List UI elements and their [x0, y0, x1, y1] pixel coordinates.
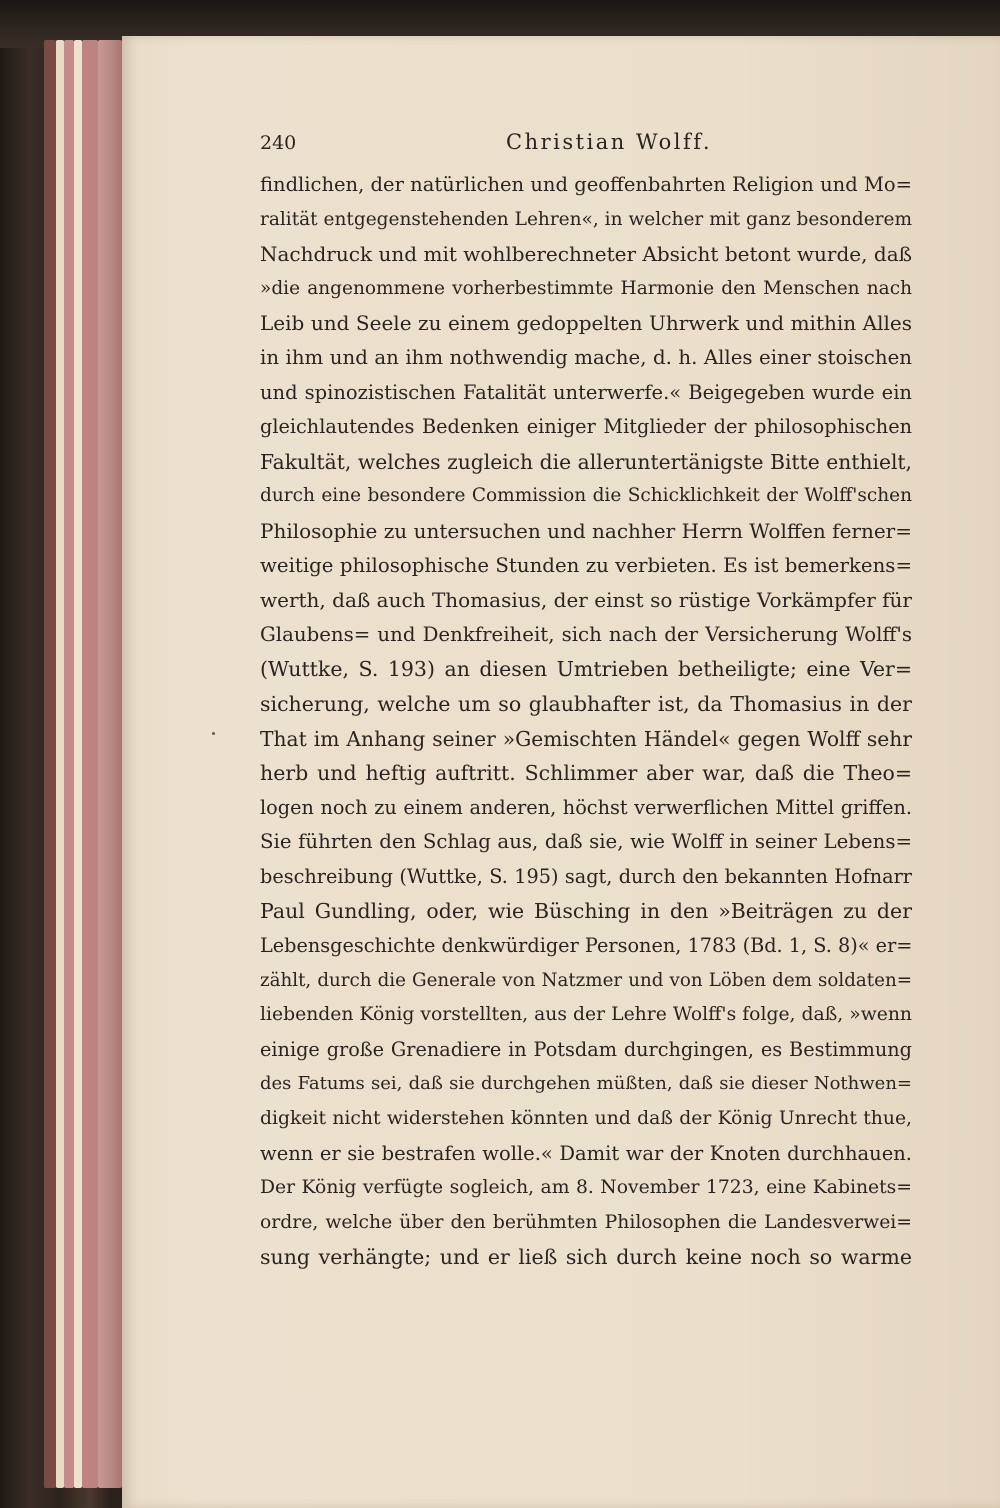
- text-line: Nachdruck und mit wohlberechneter Absicht betont wurde, daß: [260, 242, 912, 267]
- text-line: des Fatums sei, daß sie durchgehen müßten, daß sie dieser Nothwen=: [260, 1073, 912, 1095]
- text-line: weitige philosophische Stunden zu verbieten. Es ist bemerkens=: [260, 553, 912, 577]
- text-line: Sie führten den Schlag aus, daß sie, wie Wolff in seiner Lebens=: [260, 830, 912, 854]
- text-line: findlichen, der natürlichen und geoffenbahrten Religion und Mo=: [260, 173, 912, 196]
- running-head: [260, 130, 910, 160]
- text-line: Leib und Seele zu einem gedoppelten Uhrwerk und mithin Alles: [260, 311, 912, 336]
- page-number: 240: [260, 132, 297, 154]
- text-line: durch eine besondere Commission die Schicklichkeit der Wolff'schen: [260, 485, 912, 507]
- text-line: (Wuttke, S. 193) an diesen Umtrieben betheiligte; eine Ver=: [260, 657, 912, 682]
- page-edge: [64, 40, 74, 1488]
- text-line: That im Anhang seiner »Gemischten Händel« gegen Wolff sehr: [260, 726, 912, 751]
- text-line: Fakultät, welches zugleich die alleruntertänigste Bitte enthielt,: [260, 449, 912, 474]
- text-line: herb und heftig auftritt. Schlimmer aber war, daß die Theo=: [260, 761, 912, 786]
- page-edge: [98, 40, 122, 1488]
- text-line: ralität entgegenstehenden Lehren«, in welcher mit ganz besonderem: [260, 208, 912, 230]
- page-edge: [82, 40, 98, 1488]
- text-line: Der König verfügte sogleich, am 8. November 1723, eine Kabinets=: [260, 1177, 912, 1199]
- text-line: Philosophie zu untersuchen und nachher Herrn Wolffen ferner=: [260, 518, 912, 543]
- running-title: Christian Wolff.: [506, 130, 712, 154]
- text-line: sicherung, welche um so glaubhafter ist, da Thomasius in der: [260, 691, 912, 716]
- body-text: [260, 168, 912, 1275]
- page-edge: [44, 40, 56, 1488]
- text-line: logen noch zu einem anderen, höchst verwerflichen Mittel griffen.: [260, 795, 912, 819]
- text-line: gleichlautendes Bedenken einiger Mitglieder der philosophischen: [260, 415, 912, 439]
- text-line: und spinozistischen Fatalität unterwerfe.« Beigegeben wurde ein: [260, 380, 912, 404]
- text-line: ordre, welche über den berühmten Philosophen die Landesverwei=: [260, 1211, 912, 1233]
- page-edge: [56, 40, 64, 1488]
- text-line: »die angenommene vorherbestimmte Harmonie den Menschen nach: [260, 277, 912, 299]
- text-line: Paul Gundling, oder, wie Büsching in den »Beiträgen zu der: [260, 899, 912, 924]
- text-line: einige große Grenadiere in Potsdam durchgingen, es Bestimmung: [260, 1037, 912, 1061]
- text-line: werth, daß auch Thomasius, der einst so rüstige Vorkämpfer für: [260, 588, 912, 613]
- text-line: Lebensgeschichte denkwürdiger Personen, 1783 (Bd. 1, S. 8)« er=: [260, 934, 912, 958]
- text-line: zählt, durch die Generale von Natzmer und von Löben dem soldaten=: [260, 969, 912, 991]
- text-line: Glaubens= und Denkfreiheit, sich nach der Versicherung Wolff's: [260, 622, 912, 646]
- page-edge: [74, 40, 82, 1488]
- text-line: digkeit nicht widerstehen könnten und daß der König Unrecht thue,: [260, 1108, 912, 1130]
- text-line: in ihm und an ihm nothwendig mache, d. h. Alles einer stoischen: [260, 345, 912, 369]
- text-line: sung verhängte; und er ließ sich durch keine noch so warme: [260, 1245, 912, 1270]
- text-line: beschreibung (Wuttke, S. 195) sagt, durch den bekannten Hofnarr: [260, 864, 912, 888]
- text-line: wenn er sie bestrafen wolle.« Damit war der Knoten durchhauen.: [260, 1141, 912, 1165]
- margin-mark: [212, 732, 215, 735]
- text-line: liebenden König vorstellten, aus der Lehre Wolff's folge, daß, »wenn: [260, 1004, 912, 1026]
